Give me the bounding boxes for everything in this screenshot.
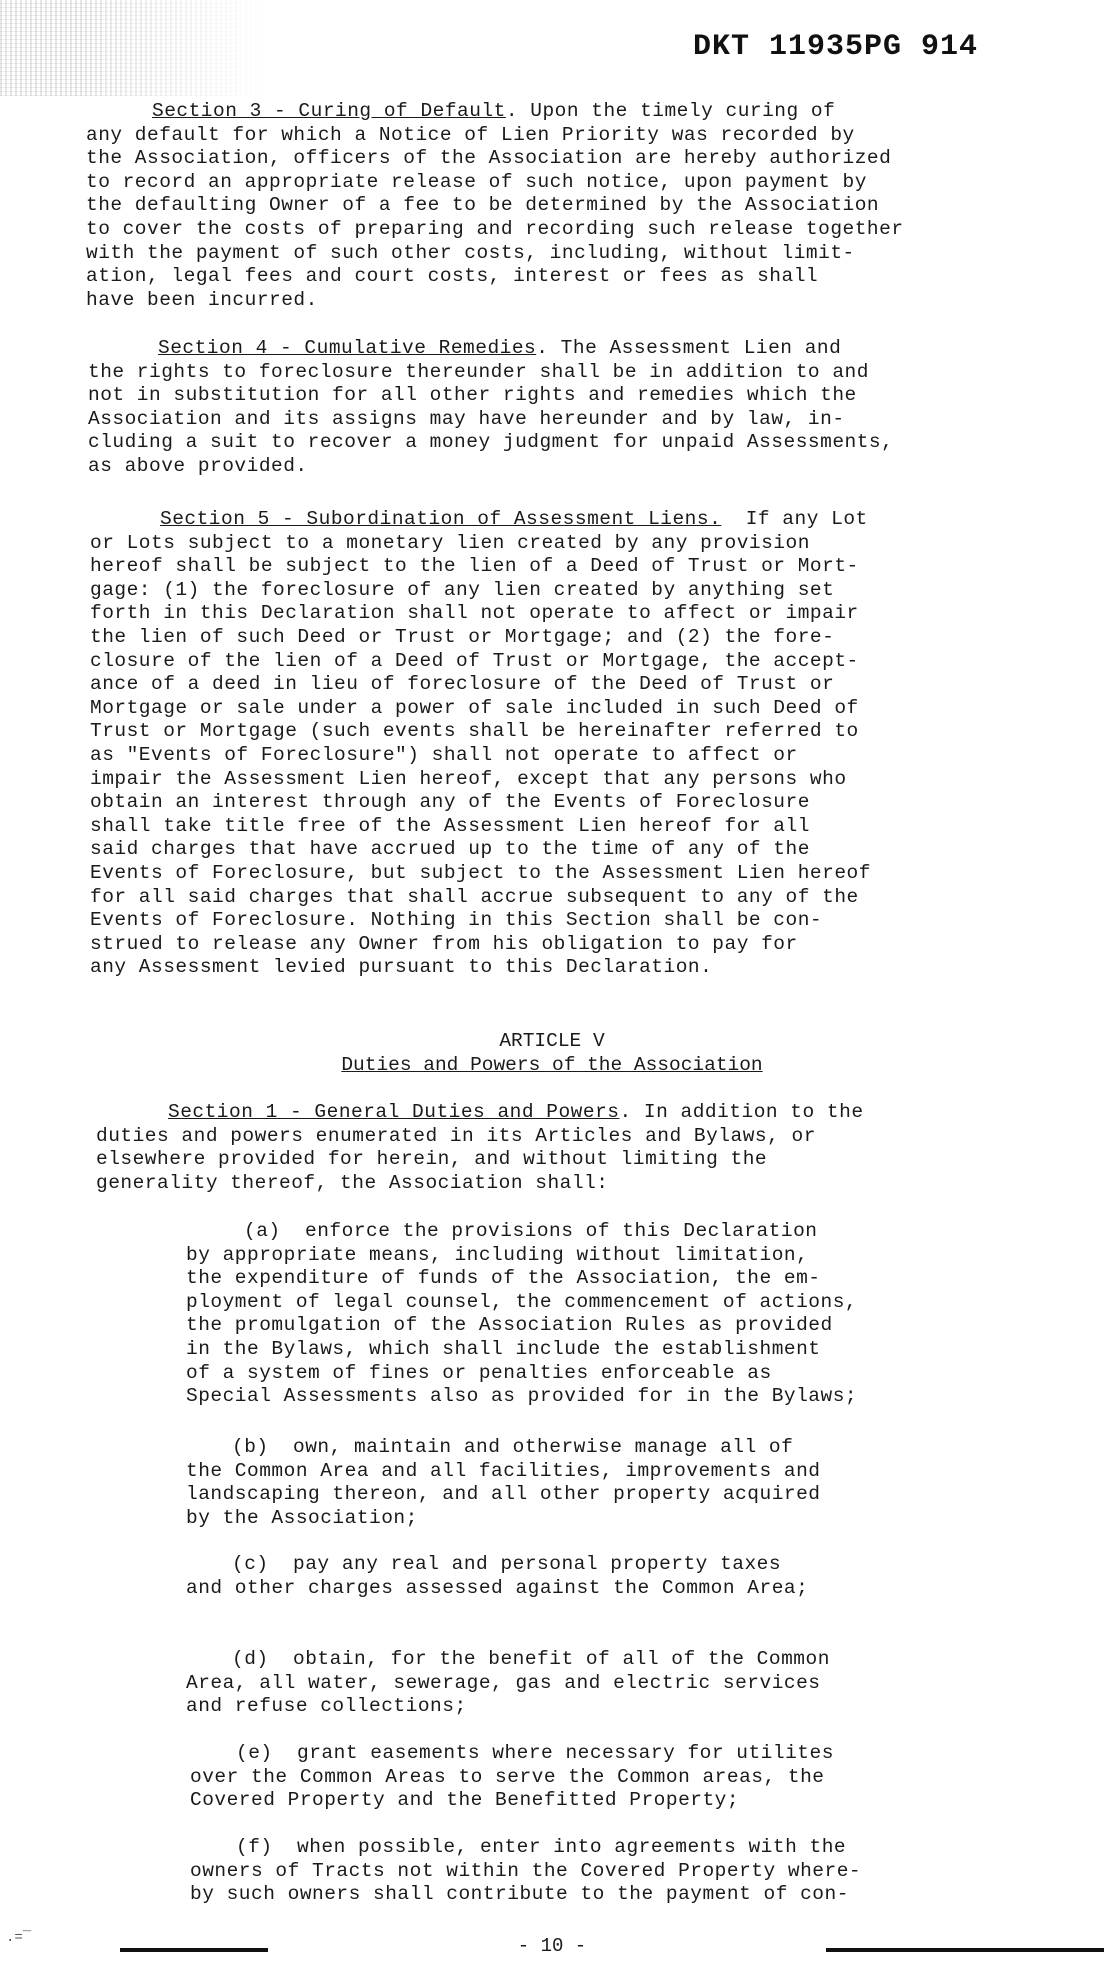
section-5-paragraph: Section 5 - Subordination of Assessment Liens. If any Lot or Lots subject to a monetary lien created by any provision hereof shall be subject to the lien of a Deed of Trust or Mort- gage: (1) the foreclosure of any lien created by anything set forth in this Declaration shall not operate to affect or impair the lien of such Deed or Trust or Mortgage; and (2) the fore- closure of the lien of a Deed of Trust or Mortgage, the accept- ance of a deed in lieu of foreclosure of the Deed of Trust or Mortgage or sale under a power of sale included in such Deed of Trust or Mortgage (such events shall be hereinafter referred to as "Events of Foreclosure") shall not operate to affect or impair the Assessment Lien hereof, except that any persons who obtain an interest through any of the Events of Foreclosure shall take title free of the Assessment Lien hereof for all said charges that have accrued up to the time of any of the Events of Foreclosure, but subject to the Assessment Lien hereof for all said charges that shall accrue subsequent to any of the Events of Foreclosure. Nothing in this Section shall be con- strued to release any Owner from his obligation to pay for any Assessment levied pursuant to this Declaration.: [90, 508, 871, 979]
item-a: (a) enforce the provisions of this Declaration by appropriate means, including without limitation, the expenditure of funds of the Association, the em- ployment of legal counsel, the commencement of actions, the promulgation of the Association Rules as provided in the Bylaws, which shall include the establishment of a system of fines or penalties enforceable as Special Assessments also as provided for in the Bylaws;: [186, 1220, 858, 1408]
section-4-paragraph: Section 4 - Cumulative Remedies. The Assessment Lien and the rights to foreclosure thereunder shall be in addition to and not in substitution for all other rights and remedies which the Association and its assigns may have hereunder and by law, in- cluding a suit to recover a money judgment for unpaid Assessments, as above provided.: [88, 337, 894, 477]
scan-corner-mark: .=‾: [6, 1930, 32, 1946]
section-1-heading: Section 1 - General Duties and Powers: [168, 1101, 620, 1123]
section-1-paragraph: Section 1 - General Duties and Powers. In addition to the duties and powers enumerated in its Articles and Bylaws, or elsewhere provided for herein, and without limiting the generality thereof, the Association shall:: [96, 1101, 864, 1194]
scan-stamp-noise: [0, 0, 270, 96]
section-3-heading: Section 3 - Curing of Default: [152, 100, 506, 122]
item-f: (f) when possible, enter into agreements with the owners of Tracts not within the Covered Property where- by such owners shall contribute to the payment of con-: [190, 1836, 862, 1906]
item-c: (c) pay any real and personal property taxes and other charges assessed against the Common Area;: [186, 1553, 809, 1599]
article-subtitle: Duties and Powers of the Association: [341, 1054, 763, 1076]
item-d: (d) obtain, for the benefit of all of the Common Area, all water, sewerage, gas and electric services and refuse collections;: [186, 1648, 830, 1718]
item-b: (b) own, maintain and otherwise manage all of the Common Area and all facilities, improvements and landscaping thereon, and all other property acquired by the Association;: [186, 1436, 821, 1529]
section-4-heading: Section 4 - Cumulative Remedies: [158, 337, 537, 359]
footer-rule-right: [826, 1948, 1104, 1952]
section-3-paragraph: Section 3 - Curing of Default. Upon the timely curing of any default for which a Notice of Lien Priority was recorded by the Association, officers of the Association are hereby authorized to record an appropriate release of such notice, upon payment by the defaulting Owner of a fee to be determined by the Association to cover the costs of preparing and recording such release together with the payment of such other costs, including, without limit- ation, legal fees and court costs, interest or fees as shall have been incurred.: [86, 100, 904, 311]
book-page-reference: DKT 11935PG 914: [692, 30, 978, 64]
item-e: (e) grant easements where necessary for utilites over the Common Areas to serve the Common areas, the Covered Property and the Benefitted Property;: [190, 1742, 834, 1812]
article-title: ARTICLE V: [499, 1030, 605, 1052]
page-number: - 10 -: [517, 1935, 587, 1957]
section-5-heading: Section 5 - Subordination of Assessment Liens.: [160, 508, 722, 530]
